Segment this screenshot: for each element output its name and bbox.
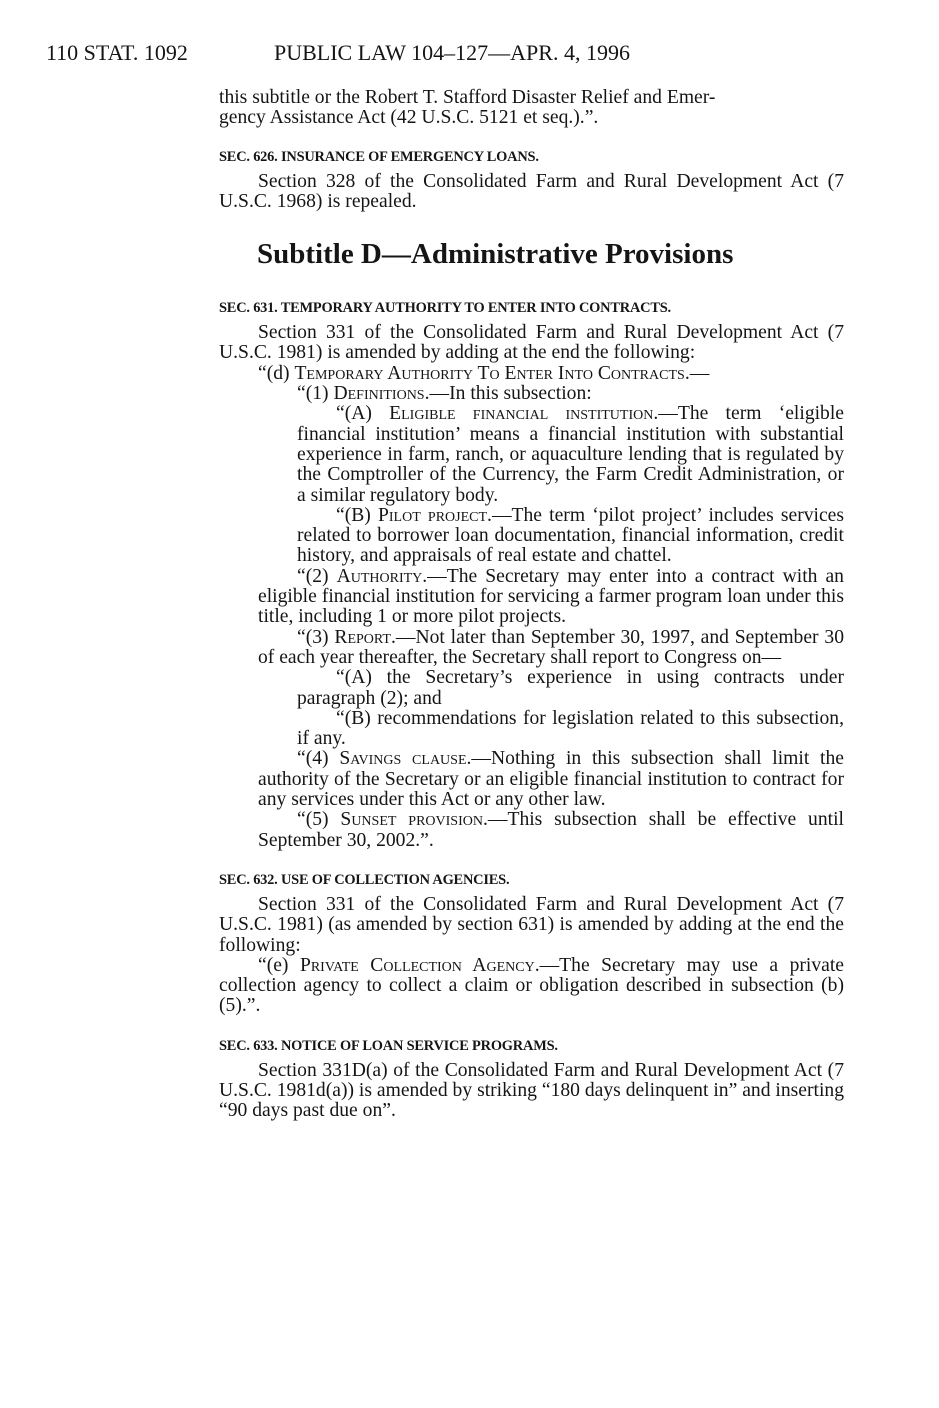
public-law-title: PUBLIC LAW 104–127—APR. 4, 1996 bbox=[274, 40, 630, 65]
subparagraph-A-text: .—The term ‘eligible financial institution’ means a financial institution with substantial experience in farm, ranch, or aquaculture lending that is regulated by the Comptroller of the Currency, the Farm Credit Administration, or a similar regulatory body. bbox=[297, 403, 844, 506]
carryover-paragraph bbox=[219, 88, 844, 129]
document-body bbox=[219, 88, 844, 1122]
subsection-d-open: “(d) bbox=[258, 362, 295, 384]
paragraph-1-text: .—In this subsection: bbox=[424, 383, 592, 405]
carryover-line-2: gency Assistance Act (42 U.S.C. 5121 et seq.).”. bbox=[219, 107, 599, 129]
subparagraph-B-open: “(B) bbox=[336, 504, 378, 526]
paragraph-3-subparagraph-B: “(B) recommendations for legislation related to this subsection, if any. bbox=[297, 707, 844, 750]
subsection-e-open: “(e) bbox=[258, 954, 300, 976]
subparagraph-B-text: .—The term ‘pilot project’ includes services related to borrower loan documentation, financial information, credit history, and appraisals of real estate and chattel. bbox=[297, 504, 845, 567]
paragraph-5-caption: Sunset provision bbox=[340, 809, 483, 831]
section-633-heading: SEC. 633. NOTICE OF LOAN SERVICE PROGRAMS. bbox=[219, 1037, 558, 1054]
subparagraph-B-caption: Pilot project bbox=[377, 504, 488, 526]
subparagraph-A-open: “(A) bbox=[336, 403, 390, 425]
section-631-heading: SEC. 631. TEMPORARY AUTHORITY TO ENTER INTO CONTRACTS. bbox=[219, 300, 671, 317]
carryover-line-1: this subtitle or the Robert T. Stafford Disaster Relief and Emer- bbox=[219, 87, 716, 108]
section-626-heading: SEC. 626. INSURANCE OF EMERGENCY LOANS. bbox=[219, 148, 539, 165]
subtitle-d-heading: Subtitle D—Administrative Provisions bbox=[257, 238, 734, 271]
paragraph-5 bbox=[219, 810, 844, 851]
subparagraph-A-caption: Eligible financial institution bbox=[389, 403, 654, 425]
section-632-heading: SEC. 632. USE OF COLLECTION AGENCIES. bbox=[219, 871, 510, 888]
subsection-d-caption: Temporary Authority To Enter Into Contracts bbox=[294, 362, 685, 384]
section-631-text: Section 331 of the Consolidated Farm and Rural Development Act (7 U.S.C. 1981) is amended by adding at the end the following: bbox=[219, 322, 844, 364]
paragraph-3 bbox=[219, 628, 844, 669]
paragraph-2 bbox=[219, 567, 844, 628]
paragraph-1 bbox=[219, 384, 844, 404]
section-626-text: Section 328 of the Consolidated Farm and Rural Development Act (7 U.S.C. 1968) is repealed. bbox=[219, 170, 844, 212]
paragraph-2-caption: Authority bbox=[336, 565, 423, 587]
paragraph-3-caption: Report bbox=[334, 626, 391, 648]
statute-citation: 110 STAT. 1092 bbox=[46, 40, 188, 65]
paragraph-1-open: “(1) bbox=[297, 383, 334, 405]
section-632-text: Section 331 of the Consolidated Farm and Rural Development Act (7 U.S.C. 1981) (as amended by section 631) is amended by adding at the end the following: bbox=[219, 893, 844, 956]
page-header bbox=[46, 40, 906, 66]
paragraph-2-text: .—The Secretary may enter into a contract with an eligible financial institution for servicing a farmer program loan under this title, including 1 or more pilot projects. bbox=[258, 565, 844, 628]
paragraph-3-open: “(3) bbox=[297, 626, 335, 648]
subsection-d bbox=[219, 364, 844, 384]
paragraph-1-caption: Definitions bbox=[333, 383, 425, 405]
paragraph-4 bbox=[219, 749, 844, 810]
subparagraph-B bbox=[219, 506, 844, 567]
paragraph-5-open: “(5) bbox=[297, 809, 341, 831]
subsection-e bbox=[219, 956, 844, 1017]
paragraph-5-text: .—This subsection shall be effective until September 30, 2002.”. bbox=[258, 809, 844, 851]
paragraph-4-open: “(4) bbox=[297, 748, 340, 770]
subsection-e-text: .—The Secretary may use a private collection agency to collect a claim or obligation described in subsection (b)(5).”. bbox=[219, 954, 845, 1017]
paragraph-4-caption: Savings clause bbox=[339, 748, 467, 770]
paragraph-3-text: .—Not later than September 30, 1997, and September 30 of each year thereafter, the Secretary shall report to Congress on— bbox=[258, 626, 844, 668]
subparagraph-A bbox=[219, 404, 844, 505]
paragraph-3-subparagraph-A: “(A) the Secretary’s experience in using contracts under paragraph (2); and bbox=[297, 667, 844, 709]
paragraph-2-open: “(2) bbox=[297, 565, 337, 587]
subsection-e-caption: Private Collection Agency bbox=[299, 954, 535, 976]
subsection-d-close: .— bbox=[684, 362, 710, 384]
paragraph-4-text: .—Nothing in this subsection shall limit the authority of the Secretary or an eligible financial institution to contract for any services under this Act or any other law. bbox=[258, 748, 844, 811]
section-633-text: Section 331D(a) of the Consolidated Farm and Rural Development Act (7 U.S.C. 1981d(a)) is amended by striking “180 days delinquent in” and inserting “90 days past due on”. bbox=[219, 1059, 844, 1122]
